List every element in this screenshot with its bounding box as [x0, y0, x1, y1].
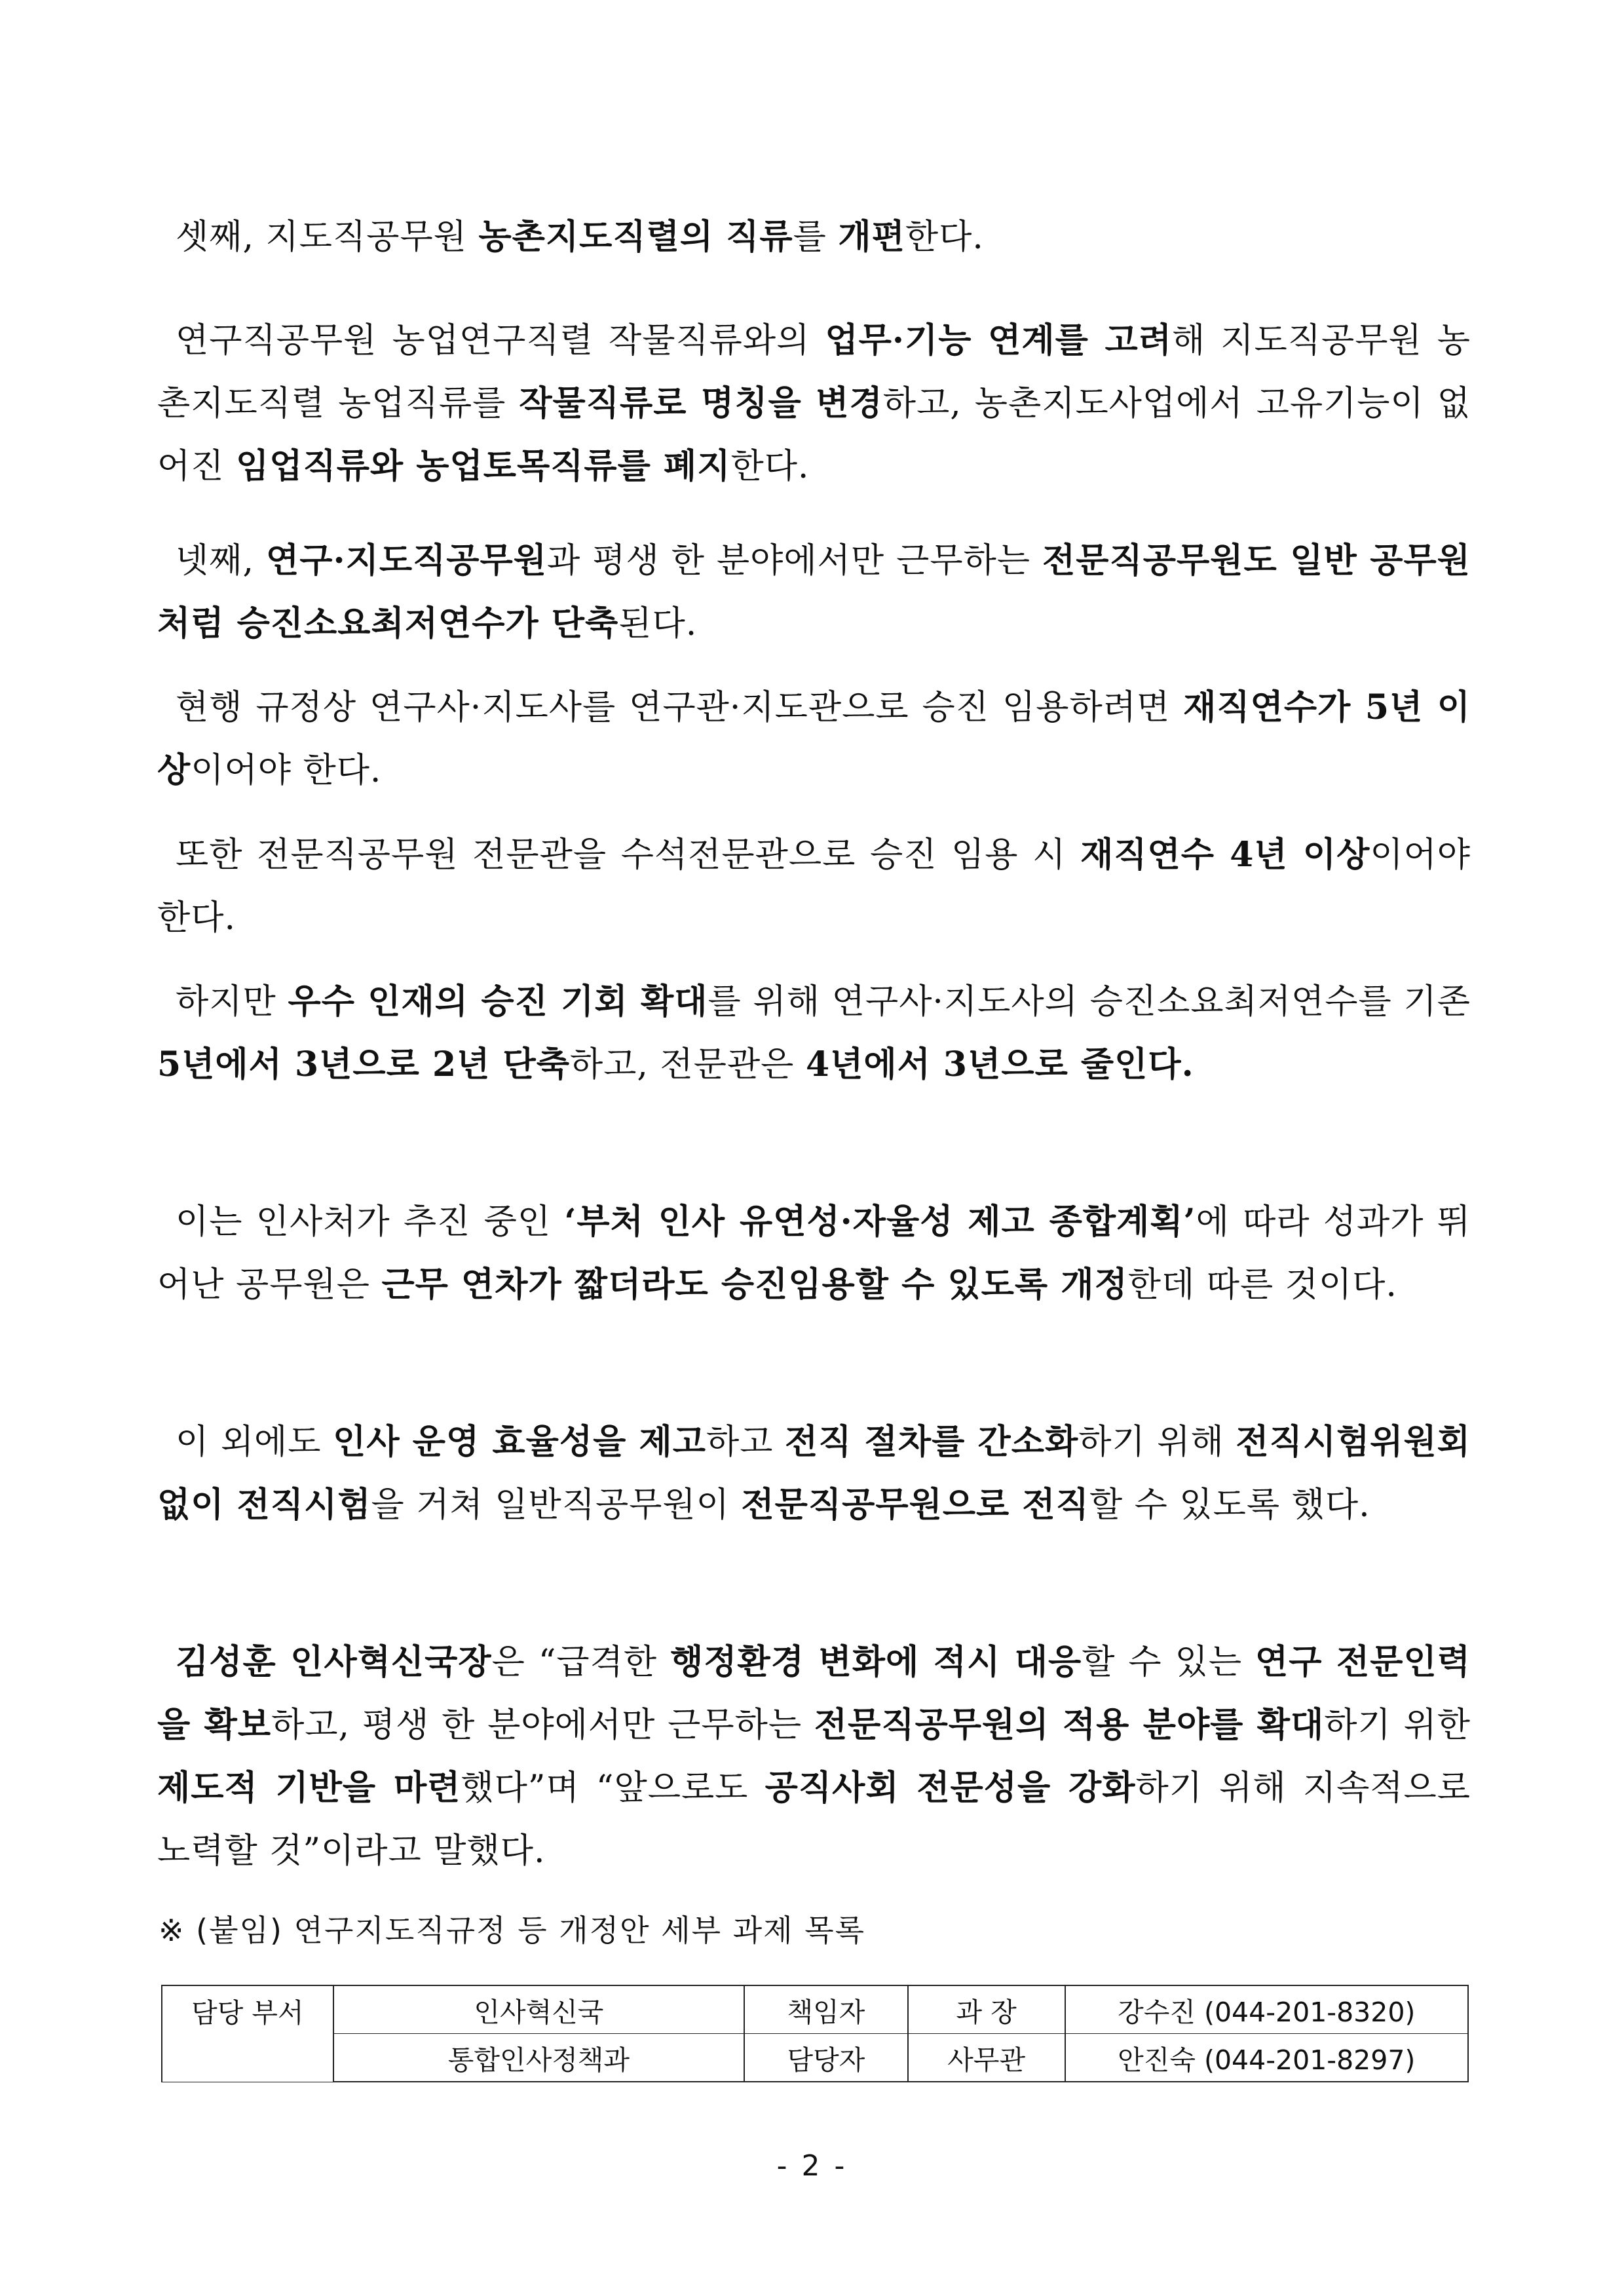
contact-table [161, 1985, 1469, 2082]
emphasis-text: 전직 절차를 간소화 [785, 1422, 1079, 1462]
body-text: 하고, 평생 한 분야에서만 근무하는 [271, 1706, 814, 1745]
contact-row-1 [162, 1985, 1468, 2034]
emphasis-text: 재직연수 4년 이상 [1080, 835, 1370, 875]
body-text: 하기 위한 [1324, 1706, 1471, 1745]
paragraph-7 [157, 1191, 1471, 1316]
body-text: 하고, 농촌지도사업에서 고유기능이 없어진 [157, 384, 1471, 486]
title-officer-cell: 사무관 [908, 2034, 1065, 2082]
emphasis-text: 전문직공무원의 적용 분야를 확대 [814, 1705, 1325, 1745]
body-text: 할 수 있도록 했다. [1089, 1485, 1370, 1525]
body-text: 을 거쳐 일반직공무원이 [371, 1485, 742, 1525]
role-manager-cell: 책임자 [744, 1985, 908, 2034]
emphasis-text: 공직사회 전문성을 강화 [765, 1768, 1136, 1808]
emphasis-text: 재직연수가 5년 이상 [157, 687, 1471, 790]
paragraph-1 [157, 206, 1471, 269]
emphasis-text: 연구·지도직공무원 [266, 541, 547, 581]
body-text: 에 따라 성과가 뛰어난 공무원은 [157, 1202, 1471, 1305]
body-text: 하기 위해 [1078, 1423, 1236, 1462]
paragraph-5 [157, 824, 1471, 949]
emphasis-text: 5년에서 3년으로 2년 단축 [157, 1044, 570, 1084]
emphasis-text: 전문직공무원도 일반 공무원처럼 승진소요최저연수가 단축 [157, 541, 1471, 643]
emphasis-text: 임업직류와 농업토목직류를 폐지 [236, 446, 731, 486]
paragraph-3 [157, 529, 1471, 655]
paragraph-8 [157, 1411, 1471, 1537]
emphasis-text: 근무 연차가 짧더라도 승진임용할 수 있도록 개정 [381, 1265, 1128, 1305]
emphasis-text: 제도적 기반을 마련 [157, 1768, 461, 1808]
body-text: 이 외에도 [176, 1423, 333, 1462]
dept-division-cell: 통합인사정책과 [333, 2034, 744, 2082]
body-text: 를 [793, 218, 839, 257]
body-text: 를 위해 연구사·지도사의 승진소요최저연수를 기존 [708, 982, 1471, 1022]
body-text: 하지만 [176, 982, 288, 1022]
emphasis-text: 개편 [838, 217, 905, 257]
emphasis-text: 인사 운영 효율성을 제고 [333, 1422, 706, 1462]
emphasis-text: 김성훈 인사혁신국장 [176, 1642, 492, 1682]
emphasis-text: 우수 인재의 승진 기회 확대 [288, 982, 708, 1022]
paragraph-2 [157, 309, 1471, 498]
attachment-note: ※ (붙임) 연구지도직규정 등 개정안 세부 과제 목록 [159, 1913, 866, 1948]
body-text: 넷째, [176, 541, 267, 581]
body-text: 연구직공무원 농업연구직렬 작물직류와의 [176, 321, 825, 360]
title-director-cell: 과 장 [908, 1985, 1065, 2034]
person-officer-cell: 안진숙 (044-201-8297) [1065, 2034, 1468, 2082]
dept-label-cell: 담당 부서 [162, 1985, 333, 2082]
emphasis-text: 행정환경 변화에 적시 대응 [670, 1642, 1082, 1682]
body-text: 했다”며 “앞으로도 [461, 1769, 765, 1808]
body-text: 이어야 한다. [157, 835, 1471, 938]
body-text: 은 “급격한 [491, 1643, 671, 1682]
body-text: 한다. [905, 218, 984, 257]
dept-bureau-cell: 인사혁신국 [333, 1985, 744, 2034]
body-text: 한데 따른 것이다. [1127, 1265, 1397, 1305]
emphasis-text: 전직시험위원회 없이 전직시험 [157, 1422, 1471, 1525]
emphasis-text: 연구 전문인력을 확보 [157, 1642, 1471, 1745]
body-text: 셋째, 지도직공무원 [176, 218, 479, 257]
page-number: - 2 - [776, 2149, 848, 2183]
body-text: 이는 인사처가 추진 중인 [176, 1202, 565, 1242]
emphasis-text: 업무·기능 연계를 고려 [825, 320, 1172, 360]
emphasis-text: 4년에서 3년으로 줄인다. [805, 1044, 1194, 1084]
body-text: 한다. [730, 447, 810, 486]
emphasis-text: 농촌지도직렬의 직류 [478, 217, 793, 257]
body-text: 할 수 있는 [1082, 1643, 1256, 1682]
body-text: 하고, 전문관은 [569, 1045, 806, 1084]
body-text: 이어야 한다. [191, 751, 382, 790]
body-text: 된다. [618, 604, 698, 643]
body-text: 하고 [706, 1423, 785, 1462]
paragraph-9 [157, 1631, 1471, 1883]
body-text: 과 평생 한 분야에서만 근무하는 [546, 541, 1043, 581]
emphasis-text: 전문직공무원으로 전직 [741, 1485, 1089, 1525]
body-text: 또한 전문직공무원 전문관을 수석전문관으로 승진 임용 시 [176, 835, 1081, 875]
emphasis-text: 작물직류로 명칭을 변경 [519, 383, 883, 423]
paragraph-6 [157, 970, 1471, 1096]
person-director-cell: 강수진 (044-201-8320) [1065, 1985, 1468, 2034]
role-officer-cell: 담당자 [744, 2034, 908, 2082]
contact-row-2 [162, 2034, 1468, 2082]
body-text: 하기 위해 지속적으로 노력할 것”이라고 말했다. [157, 1769, 1471, 1871]
body-text: 해 지도직공무원 농촌지도직렬 농업직류를 [157, 321, 1471, 423]
paragraph-4 [157, 676, 1471, 802]
emphasis-text: ‘부처 인사 유연성·자율성 제고 종합계획’ [564, 1202, 1196, 1242]
body-text: 현행 규정상 연구사·지도사를 연구관·지도관으로 승진 임용하려면 [176, 688, 1184, 727]
